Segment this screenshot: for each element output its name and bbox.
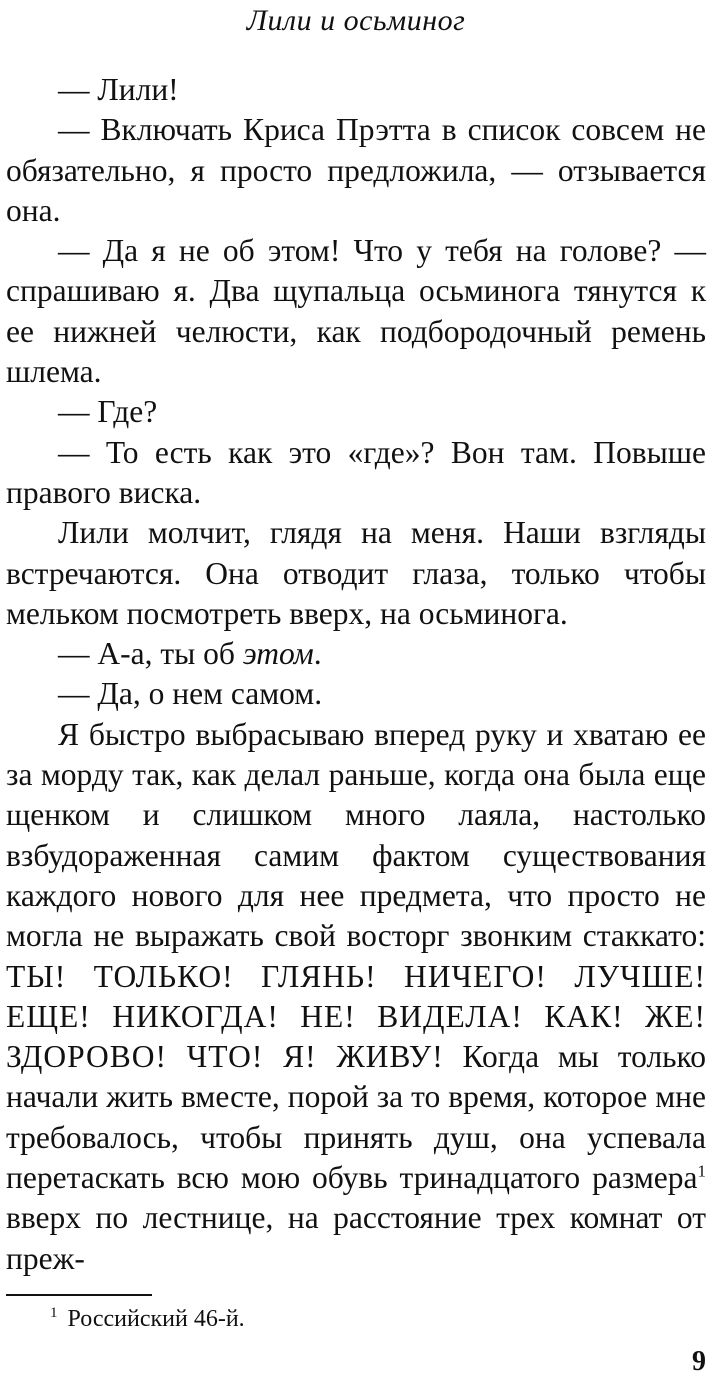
running-header: Лили и осьминог — [246, 4, 466, 37]
footnote-mark: 1 — [50, 1305, 58, 1321]
paragraph-3: — Да я не об этом! Что у тебя на голове? — спрашиваю я. Два щупальца осьминога тянутся к ее нижней челюсти, как подбородочный ремень шлема. — [6, 233, 706, 390]
paragraph-8: — Да, о нем самом. — [58, 676, 323, 712]
p7-text-after: . — [313, 636, 322, 672]
p9-text-b: Когда мы только начали жить вместе, порой за то время, которое мне требовалось, чтобы принять душ, она успевала перетаскать всю мою обувь тринадцатого размера — [6, 1039, 706, 1196]
footnote-text: Российский 46-й. — [67, 1306, 245, 1332]
p9-caps-exclamation: ТЫ! ТОЛЬКО! ГЛЯНЬ! НИЧЕГО! ЛУЧШЕ! ЕЩЕ! НИКОГДА! НЕ! ВИДЕЛА! КАК! ЖЕ! ЗДОРОВО! ЧТО! Я! ЖИВУ! — [6, 958, 706, 1075]
paragraph-4: — Где? — [58, 394, 158, 430]
p7-text-before: — А-а, ты об — [58, 636, 243, 672]
p9-text-a: Я быстро выбрасываю вперед руку и хватаю ее за морду так, как делал раньше, когда она была еще щенком и слишком много лаяла, настолько взбудораженная самим фактом существования каждого нового для нее предмета, что просто не могла не выражать свой восторг звонким стаккато: — [6, 716, 706, 954]
footnote — [50, 1306, 690, 1333]
paragraph-1: — Лили! — [58, 72, 179, 107]
page-number: 9 — [692, 1346, 706, 1377]
paragraph-6: Лили молчит, глядя на меня. Наши взгляды встречаются. Она отводит глаза, только чтобы мельком посмотреть вверх, на осьминога. — [6, 515, 706, 631]
p7-emphasis: этом — [242, 636, 314, 672]
footnote-reference: 1 — [697, 1161, 706, 1181]
p9-text-c: вверх по лестнице, на расстояние трех комнат от преж- — [6, 1200, 706, 1276]
paragraph-2: — Включать Криса Прэтта в список совсем не обязательно, я просто предложила, — отзывается она. — [6, 112, 706, 228]
page-body — [6, 70, 706, 1279]
paragraph-7 — [6, 634, 706, 674]
paragraph-5: — То есть как это «где»? Вон там. Повыше правого виска. — [6, 434, 706, 510]
paragraph-9 — [6, 715, 706, 1279]
footnote-divider — [6, 1294, 152, 1296]
